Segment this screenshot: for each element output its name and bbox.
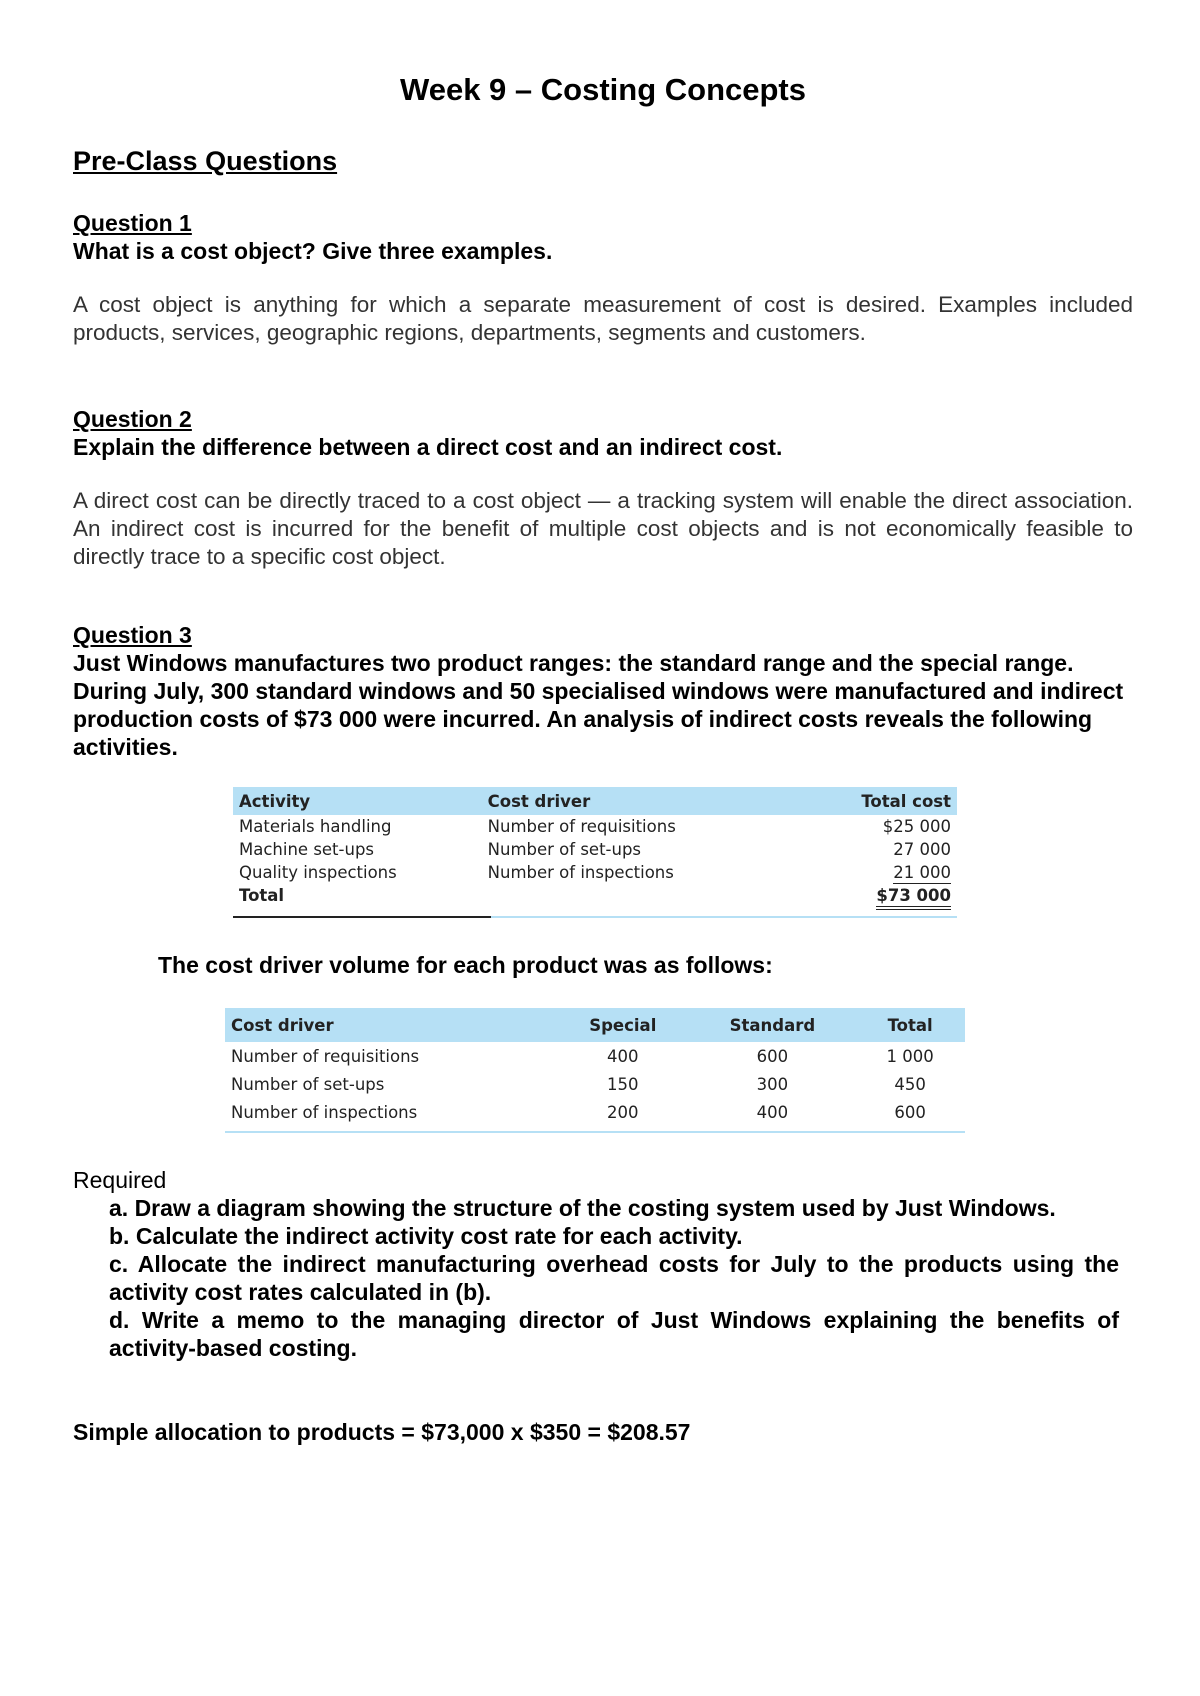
special-cell: 400 bbox=[607, 1046, 639, 1066]
total-value-wrap bbox=[806, 884, 957, 907]
driver-table-header bbox=[225, 1008, 965, 1042]
activity-header: Activity bbox=[233, 787, 482, 815]
question-2-label: Question 2 bbox=[73, 406, 192, 432]
cost-driver-cell: Number of requisitions bbox=[487, 817, 676, 836]
question-1-prompt: What is a cost object? Give three examples. bbox=[73, 238, 553, 264]
total-cell: 1 000 bbox=[886, 1046, 934, 1066]
cost-driver-cell: Number of requisitions bbox=[231, 1046, 420, 1066]
activity-cell: Machine set-ups bbox=[239, 840, 375, 859]
question-2-prompt: Explain the difference between a direct cost and an indirect cost. bbox=[73, 434, 783, 460]
table-row bbox=[233, 861, 957, 884]
special-cell: 200 bbox=[607, 1102, 639, 1122]
total-cost-cell: 21 000 bbox=[893, 863, 951, 882]
required-list bbox=[109, 1194, 1119, 1362]
activity-table bbox=[233, 787, 957, 907]
activity-table-header bbox=[233, 787, 957, 815]
question-3-label: Question 3 bbox=[73, 622, 192, 648]
total-cost-cell: 27 000 bbox=[893, 840, 951, 859]
cost-driver-cell: Number of inspections bbox=[231, 1102, 418, 1122]
cost-driver-cell: Number of set-ups bbox=[231, 1074, 385, 1094]
table-bottom-rule bbox=[225, 1131, 965, 1133]
activity-cell: Quality inspections bbox=[239, 863, 397, 882]
activity-cell: Materials handling bbox=[239, 817, 392, 836]
question-3-prompt: Just Windows manufactures two product ranges: the standard range and the special range. During July, 300 standard windows and 50 specialised windows were manufactured and indirect production costs of $73 000 were incurred. An analysis of indirect costs reveals the following activities. bbox=[73, 650, 1124, 760]
total-cell: 600 bbox=[894, 1102, 926, 1122]
list-item: b. Calculate the indirect activity cost rate for each activity. bbox=[109, 1223, 743, 1249]
section-heading: Pre-Class Questions bbox=[73, 146, 338, 176]
cost-driver-cell: Number of set-ups bbox=[487, 840, 642, 859]
table-row bbox=[225, 1042, 965, 1070]
cost-driver-volume-table bbox=[225, 1008, 965, 1126]
table-row bbox=[225, 1098, 965, 1126]
table-row bbox=[233, 815, 957, 838]
total-header: Total bbox=[855, 1008, 965, 1042]
driver-intro: The cost driver volume for each product was as follows: bbox=[158, 952, 773, 978]
required-label: Required bbox=[73, 1167, 167, 1193]
total-cost-cell: $25 000 bbox=[882, 817, 951, 836]
empty-cell bbox=[482, 884, 807, 907]
cost-driver-header: Cost driver bbox=[225, 1008, 556, 1042]
page-title: Week 9 – Costing Concepts bbox=[400, 72, 806, 107]
total-row bbox=[233, 884, 957, 907]
standard-cell: 300 bbox=[756, 1074, 789, 1094]
special-header: Special bbox=[556, 1008, 689, 1042]
table-bottom-rule-light bbox=[491, 916, 957, 918]
table-bottom-rule bbox=[233, 916, 491, 918]
question-2-answer: A direct cost can be directly traced to a cost object — a tracking system will enable the direct association. An indirect cost is incurred for the benefit of multiple cost objects and is not economically feasible to directly trace to a specific cost object. bbox=[73, 488, 1133, 569]
list-item: d. Write a memo to the managing director of Just Windows explaining the benefits of activity-based costing. bbox=[109, 1307, 1119, 1361]
simple-allocation-line: Simple allocation to products = $73,000 x $350 = $208.57 bbox=[73, 1419, 691, 1445]
list-item: c. Allocate the indirect manufacturing overhead costs for July to the products using the activity cost rates calculated in (b). bbox=[109, 1251, 1119, 1305]
question-1-answer: A cost object is anything for which a separate measurement of cost is desired. Examples included products, services, geographic regions, departments, segments and customers. bbox=[73, 292, 1133, 345]
special-cell: 150 bbox=[607, 1074, 639, 1094]
cost-driver-header: Cost driver bbox=[482, 787, 807, 815]
total-cost-header: Total cost bbox=[806, 787, 957, 815]
total-cell: 450 bbox=[894, 1074, 926, 1094]
standard-cell: 600 bbox=[756, 1046, 789, 1066]
total-cost-cell-wrap bbox=[806, 861, 957, 884]
list-item: a. Draw a diagram showing the structure of the costing system used by Just Windows. bbox=[109, 1195, 1056, 1221]
table-row bbox=[233, 838, 957, 861]
standard-header: Standard bbox=[690, 1008, 856, 1042]
total-value: $73 000 bbox=[876, 886, 951, 910]
standard-cell: 400 bbox=[756, 1102, 789, 1122]
question-1-label: Question 1 bbox=[73, 210, 192, 236]
total-label: Total bbox=[239, 886, 285, 905]
table-row bbox=[225, 1070, 965, 1098]
cost-driver-cell: Number of inspections bbox=[487, 863, 674, 882]
